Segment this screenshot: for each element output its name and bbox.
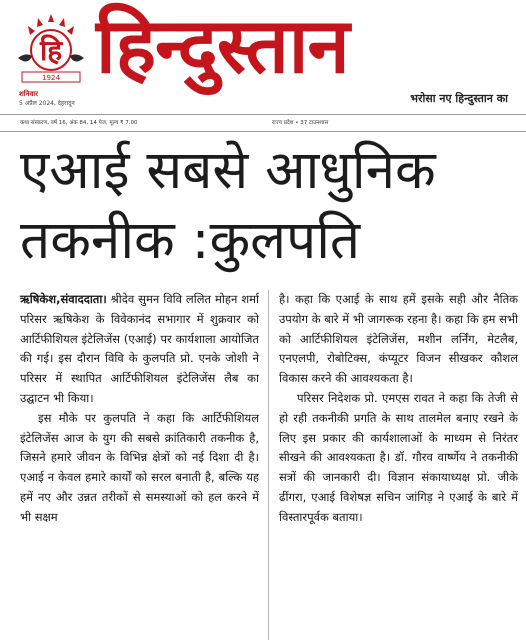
tagline: भरोसा नए हिन्दुस्तान का xyxy=(410,92,508,105)
article-column-right xyxy=(279,290,518,528)
newspaper-title: हिन्दुस्तान xyxy=(96,1,349,90)
day-label: शनिवार xyxy=(19,90,39,98)
article-column-left xyxy=(20,290,259,528)
newspaper-emblem-icon xyxy=(10,8,92,90)
section-info: राज्य प्रदेश • 37 टाउनशास xyxy=(272,120,329,126)
article-headline xyxy=(20,136,520,276)
edition-date: 5 अप्रैल 2024, देहरादून xyxy=(19,100,75,107)
byline: ऋषिकेश,संवाददाता। xyxy=(20,292,107,306)
svg-text:हि: हि xyxy=(39,34,63,67)
article-paragraph xyxy=(20,290,259,409)
column-divider xyxy=(268,290,269,640)
issue-info-bar xyxy=(0,114,526,132)
masthead xyxy=(0,0,526,118)
paragraph-text: श्रीदेव सुमन विवि ललित मोहन शर्मा परिसर ऋषिकेश के विवेकानंद सभागार में शुक्रवार को आर्टिफीशियल इंटेलिजेंस (एआई) पर कार्यशाला आयोजित की गई। इस दौरान विवि के कुलपति प्रो. एनके जोशी ने परिसर में स्थापित आर्टिफीशियल इंटेलिजेंस लैब का उद्घाटन भी किया। xyxy=(20,292,260,405)
issue-info: कथा संस्करण, वर्ष 16, अंक 84, 14 पेज, मूल्य ₹ 7.00 xyxy=(20,120,138,126)
headline-line-2: तकनीक :कुलपति xyxy=(20,210,361,271)
article-paragraph: परिसर निदेशक प्रो. एमएस रावत ने कहा कि तेजी से हो रही तकनीकी प्रगति के साथ तालमेल बनाए रखने के लिए इस प्रकार की कार्यशालाओं के माध्यम से निरंतर सीखने की आवश्यकता है। डॉ. गौरव वार्ष्णेय ने तकनीकी सत्रों की जानकारी दी। विज्ञान संकायाध्यक्ष प्रो. जीके ढींगरा, एआई विशेषज्ञ सचिन जांगिड़ ने एआई के बारे में विस्तारपूर्वक बताया। xyxy=(279,390,518,524)
logo-year: 1924 xyxy=(42,74,60,82)
article-paragraph: है। कहा कि एआई के साथ हमें इसके सही और नैतिक उपयोग के बारे में भी जागरूक रहना है। कहा कि हम सभी को आर्टिफीशियल इंटेलिजेंस, मशीन लर्निंग, मेटलैब, एनएलपी, रोबोटिक्स, कंप्यूटर विजन सीखकर कौशल विकास करने की आवश्यकता है। xyxy=(279,292,518,386)
headline-line-1: एआई सबसे आधुनिक xyxy=(20,140,436,201)
article-paragraph: इस मौके पर कुलपति ने कहा कि आर्टिफीशियल इंटेलिजेंस आज के युग की सबसे क्रांतिकारी तकनीक है, जिसने हमारे जीवन के विभिन्न क्षेत्रों को नई दिशा दी है। एआई न केवल हमारे कार्यों को सरल बनाती है, बल्कि यह हमें नए और उन्नत तरीकों से समस्याओं को हल करने में भी सक्षम xyxy=(20,410,259,524)
